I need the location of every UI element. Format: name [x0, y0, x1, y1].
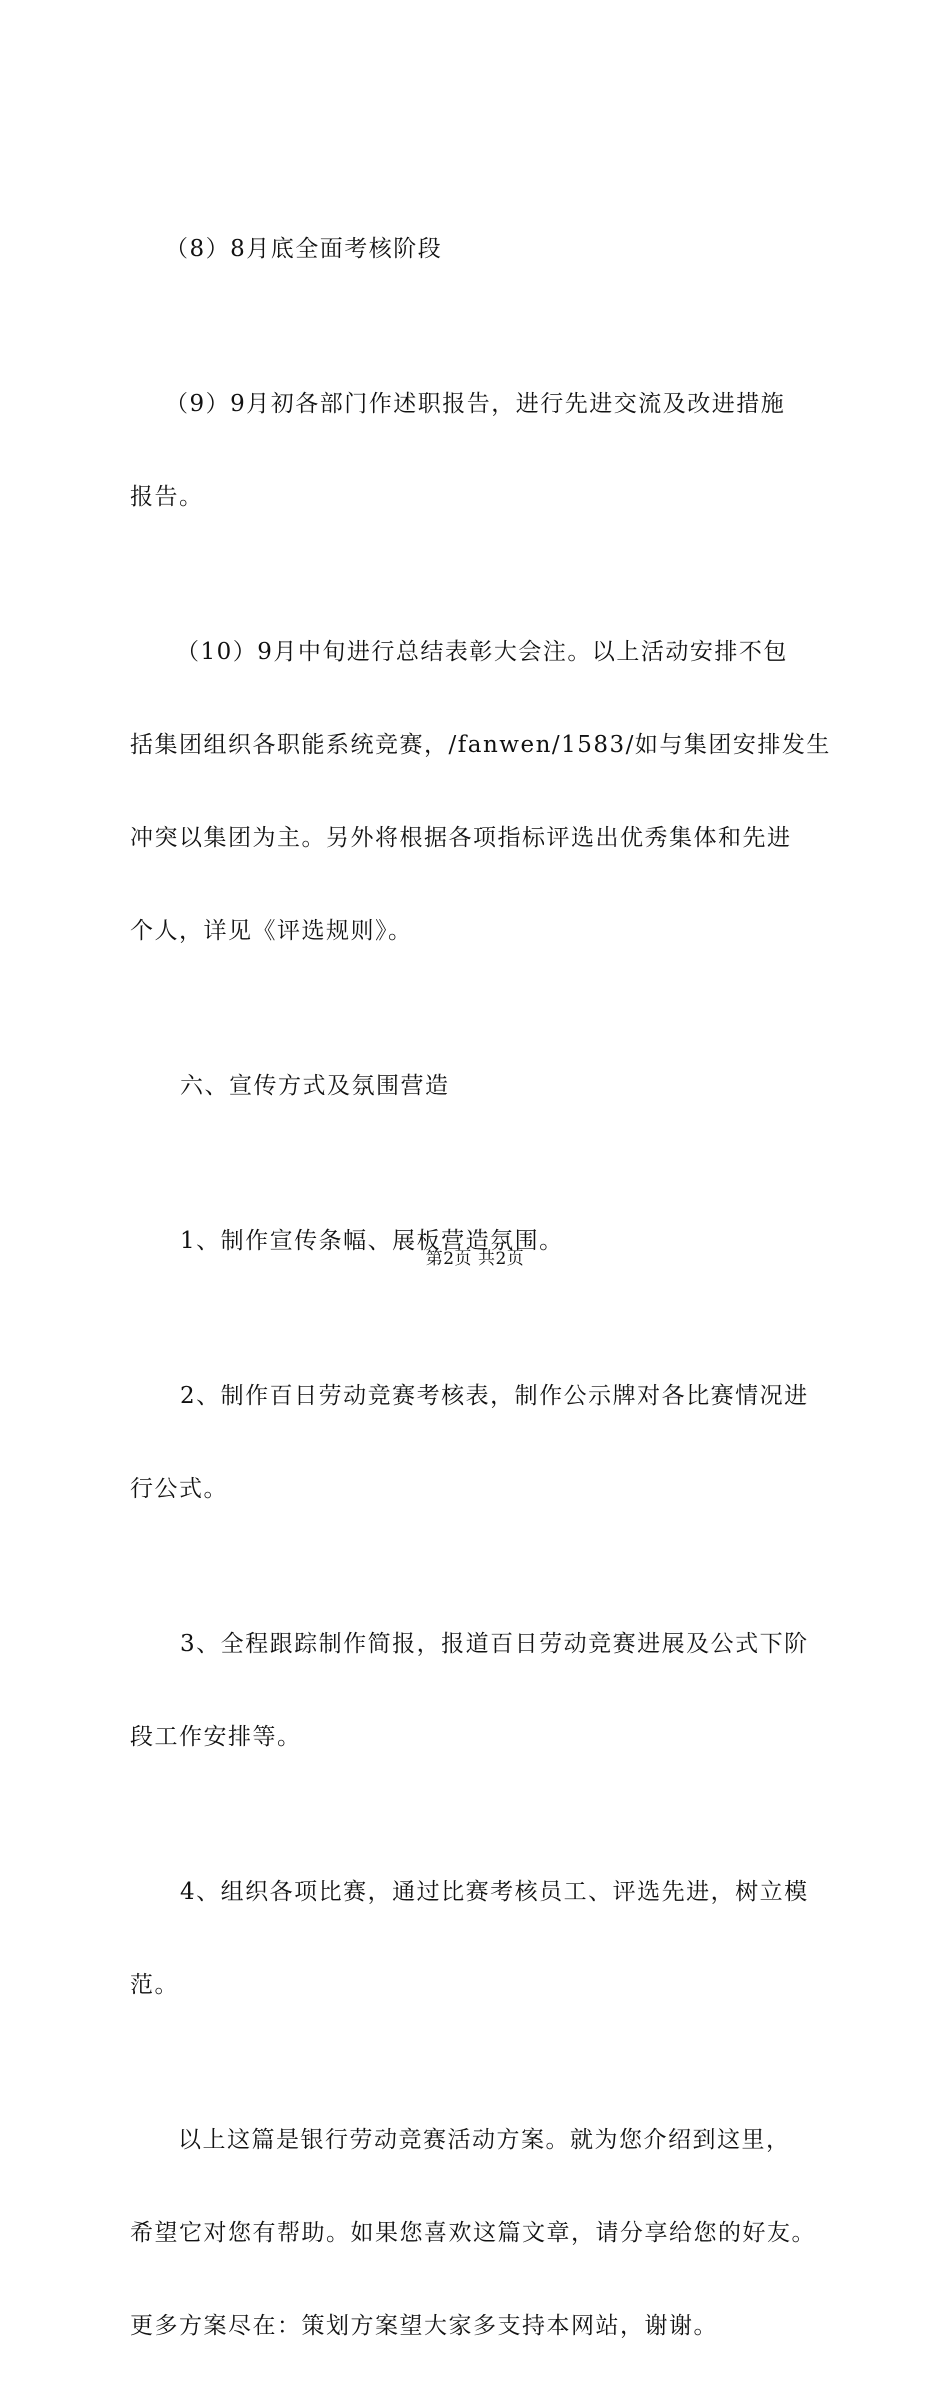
text-line: 范。	[130, 1972, 179, 1998]
paragraph-item-10	[130, 575, 840, 1009]
text-line: 括集团组织各职能系统竞赛，/fanwen/1583/如与集团安排发生	[130, 732, 831, 758]
text-line: 行公式。	[130, 1476, 228, 1502]
paragraph-item-9	[130, 327, 840, 575]
text-line: 以上这篇是银行劳动竞赛活动方案。就为您介绍到这里，	[178, 2127, 791, 2153]
list-item-3	[130, 1567, 840, 1815]
text-line: 3、全程跟踪制作简报，报道百日劳动竞赛进展及公式下阶	[180, 1631, 809, 1657]
list-item-2	[130, 1319, 840, 1567]
text-line: 4、组织各项比赛，通过比赛考核员工、评选先进，树立模	[180, 1879, 809, 1905]
text-line: 2、制作百日劳动竞赛考核表，制作公示牌对各比赛情况进	[180, 1383, 809, 1409]
text-line: 希望它对您有帮助。如果您喜欢这篇文章，请分享给您的好友。	[130, 2220, 816, 2246]
text-line: 报告。	[130, 484, 204, 510]
page-number-footer: 第2页 共2页	[425, 1249, 525, 1269]
text-line: 冲突以集团为主。另外将根据各项指标评选出优秀集体和先进	[130, 825, 792, 851]
text-line: 个人，详见《评选规则》。	[130, 918, 413, 944]
text-line: 更多方案尽在：策划方案望大家多支持本网站，谢谢。	[130, 2313, 718, 2339]
heading-line: 六、宣传方式及氛围营造	[180, 1073, 450, 1099]
list-item-4	[130, 1815, 840, 2063]
text-line: 1、制作宣传条幅、展板营造氛围。	[180, 1228, 564, 1254]
paragraph-item-8	[130, 172, 840, 327]
text-line: 段工作安排等。	[130, 1724, 302, 1750]
text-line: （10）9月中旬进行总结表彰大会注。以上活动安排不包	[176, 639, 788, 665]
list-item-1	[130, 1164, 840, 1319]
section-heading	[130, 1009, 840, 1164]
text-line: （9）9月初各部门作述职报告，进行先进交流及改进措施	[165, 391, 786, 417]
text-line: （8）8月底全面考核阶段	[165, 236, 443, 262]
document-body	[130, 172, 840, 2404]
closing-paragraph	[130, 2063, 840, 2404]
